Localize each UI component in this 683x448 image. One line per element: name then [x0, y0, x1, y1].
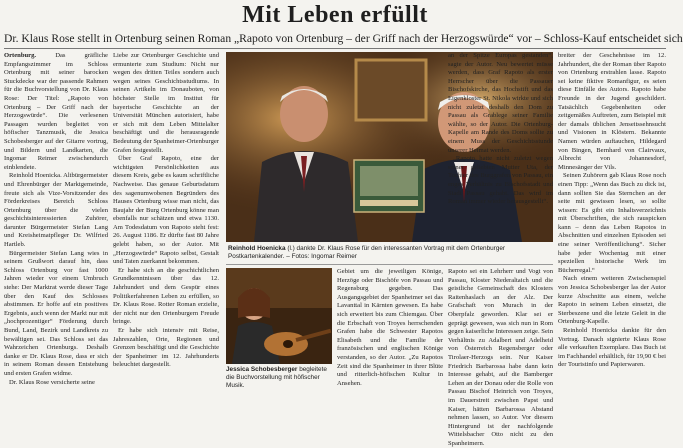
caption-text: begleitete die Buchvorstellung mit höfischer Musik.: [226, 366, 327, 390]
article-column-5: [448, 268, 553, 447]
paragraph: Reinhold Hoenicka dankte für den Vortrag. Danach signierte Klaus Rose alle verkauften Exemplare. Das Buch ist im Fachhandel erhältlich, für 19,90 € bei der Touristinfo und Papierwaren.: [558, 327, 666, 369]
caption-name: Reinhold Hoenicka: [228, 245, 286, 252]
paragraph: [4, 52, 108, 172]
article-column-2: [113, 52, 219, 398]
headline: Mit Leben erfüllt: [242, 2, 428, 28]
paragraph: Nach einem weiteren Zwischenspiel von Jessica Schobesberger las der Autor kurze Abschnitte aus einem, welche Rapoto in seinem Leben einsetzt, die Sterbeszene und die letzte Geleit in die Ortenburg-Kapelle.: [558, 275, 666, 326]
paragraph: Dr. Klaus Rose versicherte seine: [9, 378, 95, 386]
article-column-3: [337, 268, 443, 398]
paragraph: Liebe zur Ortenburger Geschichte und ermunterte zum Studium: Nicht nur wegen des dritten Teiles sondern auch wegen seines Geschichtsstudiums. In seinen Artikeln im Donauboten, von höchster Stelle im Institut für bayerische Geschichte an der Universität München autorisiert, habe er sich mit dem Leben Mittelalter beschäftigt und die herausragende Bedeutung der Spanheimer-Ortenburger Grafen festgestellt.: [113, 52, 219, 154]
paragraph: an der Spitze Europas gestanden“, sagte der Autor. Neu bewertet müsse werden, dass Graf Rapoto als erster Herrscher über die Passauer Bischofskirche, das Hochstift und das Eigenkloster St. Nikola wirkte und sich nicht zuletzt deshalb den Dom zu Passau als Grablege seiner Familie wählte, so der Autor. Die Ortenburg-Kapelle am Rande des Doms sollte zu einem Muss der Geschichtsstunde unserer Heimat werden.: [448, 52, 553, 154]
caption-text: (l.) dankte Dr. Klaus Rose für den interessanten Vortrag mit dem Ortenburger Postkartenkalender. – Fotos: Ingomar Reimer: [228, 245, 506, 261]
paragraph: Er habe sich an die geschichtlichen Grundkenntnissen über das 12. Jahrhundert und dem Gespür eines Politikerfahrenen Leben zu erfüllen, so Dr. Klaus Rose. Rotter Roman erzielte, der nicht nur den Ortenburgern Freude bringe.: [113, 266, 219, 326]
rule-top: [4, 48, 666, 49]
paragraph: Rapoto sei ein Lehrherr und Vogt von Passau, Kloster Niederaltaich und die geistliche Gemeinschaft des Klosters Raitenhaslach an der Alz. Der Grafschaft von Murach in der Oberpfalz geworden. Klar sei er geprägt gewesen, was sich nun in Rom gegen kaiserliche Interessen zeige. Sein Verhältnis zu Adalbert und Adelheid von Österreich Regensberger oder Tirolaer-Herzogs sein. Nur Kaiser Friedrich Barbarossa habe dann kein Interesse gehabt, auf die Bamberger Lehen an der Donau oder die Rolle von Passau Bischof Heinrich von Troyes, im Dauerstreit zwischen Papst und Kaiser, hätten Barbarossa Abstand nehmen lassen, so Autor. Vor diesem Hintergrund ist der nachfolgende Wittelsbacher Otto nicht zu den Spanheimern.: [448, 268, 553, 447]
dateline: Ortenburg.: [4, 52, 37, 59]
photo-schobesberger: [226, 268, 332, 364]
paragraph: Bürgermeister Stefan Lang wies in seinem Grußwort darauf hin, dass Schloss Ortenburg vor fast 1000 Jahren wieder vor einem Umbruch stehe: Der Marktrat werde dieser Tage über den Kauf des Schlosses abstimmen. Er hoffe auf ein positives Ergebnis, auch wenn der Markt nur mit „hochprozentiger“ Förderung durch Bund, Land, Bezirk und Landkreis zu bewältigen sei. Das Schloss sei das Wahrzeichen Ortenburgs. Deshalb danke er Dr. Klaus Rose, dass er sich in seinem Roman dessen Entstehung und ersten Grafen widme.: [4, 249, 108, 377]
paragraph-text: Das gräfliche Empfangszimmer im Schloss Ortenburg mit seiner barocken Stuckdecke war der passende Rahmen für die Buchvorstellung von Dr. Klaus Rose: Der Titel: „Rapoto von Ortenburg – Der Griff nach der Herzogswürde“. Die verlesenen Passagen wurden begleitet von höfischer Tanzmusik, die Jessica Schobesberger auf der Gitarre vortrug, und Bildern und Landkarten, die Ingomar Reimer zwischendurch einblendete.: [4, 52, 108, 171]
paragraph: Reinhold Hoenicka. Altbürgermeister und Ehrenbürger der Marktgemeinde, freute sich als Vize-Vorsitzender des Förderkreises Bereich Schloss Ortenburg über die vielen geschichtsinteressierten Zuhörer, darunter Bürgermeister Stefan Lang und Kreisheimatpfleger Dr. Wilfried Hartleb.: [4, 172, 108, 249]
article-column-6: [558, 52, 666, 398]
paragraph: Seinen Zuhörern gab Klaus Rose noch einen Tipp: „Wenn das Buch zu dick ist, dann sollten Sie das Sternchen an der seite mit gewissen lesen, so sollte wissen: Es gibt ein Inhaltsverzeichnis mit Überschriften, die sich rauspicken kann – denn das Leben Rapotos in Abschnitten und einzelnen Episoden sei eine seiner Veröffentlichung“. Sicher habe jeder Wochentag mit einer speziellen historische Werk im Bücherregal.“: [558, 172, 666, 274]
paragraph: Gebiet um die jeweiligen Könige, Herzöge oder Bischöfe von Passau und Regensburg gegeben. Das Ausgangsgebiet der Spanheimer sei das Lavanttal in Kärnten gewesen. Es habe sich erweitert bis zum Chiemgau. Über die Erbschaft von Troyes herrschenden Grafen habe die Schwester Rapotos Elisabeth und die Familie der französischen und englischen Könige verstanden, so der Autor. „Zu Rapotos Zeit sind die Spanheimer in ihrer Blüte und ritterlich-höfischen Kultur in Ansehen.: [337, 268, 443, 387]
paragraph: Über Graf Rapoto, eine der wichtigsten Persönlichkeiten aus diesem Kreis, gebe es kaum schriftliche Nachweise. Das genaue Geburtsdatum des sagenumwobenen Begründers des Hauses Ortenburg wisse man nicht, das Baujahr der Burg Ortenburg könne man ebenfalls nur schätzen und etwa 1130. Am Todesdatum von Rapoto steht fest: 26. August 1186. Er dürfte fast 80 Jahre gelebt haben, so der Autor. Mit „Herzogswürde“ Rapoto selbst, Gestalt und Taten zuerkannt bekommen.: [113, 155, 219, 266]
article-column-1: [4, 52, 108, 398]
paragraph: „Rapoto hatte nicht zuletzt wegen seiner geliebten Mutter Uta, der Tochter des Burggrafen von Passau, ein enges Verhältnis zu Bischofsstadt und Stadt Passau gehabt. Das wird im Roman immer wieder herausgestellt“.: [448, 155, 553, 206]
paragraph: Er habe sich intensiv mit Reise, Jahreszahlen, Orte, Regionen und Grenzen beschäftigt und die Geschichte der Spanheimer im 12. Jahrhunderts beleuchtet dargestellt.: [113, 327, 219, 369]
paragraph: breiter der Geschehnisse im 12. Jahrhundert, die der Roman über Rapoto von Ortenburg erstrahlen lasse. Rapoto sei keine fiktive Romanfigur, es seien diese Einfälle des Autors. Rapoto habe Freunde in der Jugend geschildert. Tatsächlich Gegebenheiten oder zeitgemäßes Auftreten, zum Beispiel mit der damals üblichen Jenseitssehnsucht und Visionen in Klöstern. Bekannte Namen würden auftauchen, Hildegard von Bingen, Bernhard von Clairvaux, Albrecht von Johannesdorf, Minnesänger der Vils.: [558, 52, 666, 171]
subhead: Dr. Klaus Rose stellt in Ortenburg seinen Roman „Rapoto von Ortenburg – der Griff nach der Herzogswürde“ vor – Schloss-Kauf entscheidet sich: [4, 32, 683, 45]
caption-name: Jessica Schobesberger: [226, 366, 298, 373]
photo-caption-2: [226, 366, 332, 391]
photo-guitarist: [226, 268, 332, 364]
